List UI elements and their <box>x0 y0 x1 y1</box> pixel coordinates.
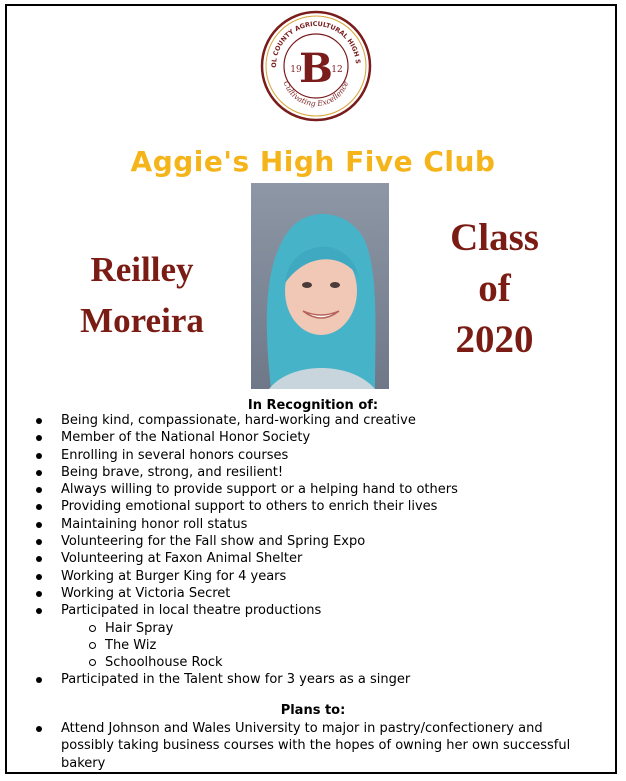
list-item: Volunteering at Faxon Animal Shelter <box>33 550 603 567</box>
list-item-theatre <box>33 602 603 671</box>
list-item: Attend Johnson and Wales University to major in pastry/confectionery and possibly taking business courses with the hopes of owning her own successful bakery <box>33 720 598 772</box>
recognition-heading: In Recognition of: <box>247 398 379 413</box>
plans-heading: Plans to: <box>280 703 346 718</box>
sub-list-item: Schoolhouse Rock <box>61 654 603 671</box>
theatre-sublist <box>61 620 603 672</box>
sub-list-item: The Wiz <box>61 637 603 654</box>
list-item: Enrolling in several honors courses <box>33 447 603 464</box>
list-item: Being kind, compassionate, hard-working and creative <box>33 412 603 429</box>
sub-list-item: Hair Spray <box>61 620 603 637</box>
school-seal <box>260 10 372 122</box>
club-title: Aggie's High Five Club <box>130 145 496 178</box>
recognition-list <box>33 412 603 689</box>
list-item: Maintaining honor roll status <box>33 516 603 533</box>
list-item-text: Participated in local theatre productions <box>61 603 322 619</box>
list-item: Participated in the Talent show for 3 years as a singer <box>33 671 603 688</box>
seal-year-right: 12 <box>331 65 343 75</box>
class-line-1: Class <box>450 216 539 259</box>
list-item: Always willing to provide support or a helping hand to others <box>33 481 603 498</box>
seal-ring-text: OL COUNTY AGRICULTURAL HIGH S <box>269 19 362 68</box>
award-flyer <box>5 4 617 774</box>
student-photo <box>251 183 389 389</box>
list-item: Working at Victoria Secret <box>33 585 603 602</box>
seal-monogram: B <box>299 45 333 92</box>
student-last-name: Moreira <box>80 301 204 340</box>
seal-motto: Cultivating Excellence <box>281 79 351 109</box>
student-name <box>47 244 237 346</box>
seal-year-left: 19 <box>290 65 302 75</box>
class-line-2: of <box>478 267 511 310</box>
list-item: Working at Burger King for 4 years <box>33 568 603 585</box>
list-item: Volunteering for the Fall show and Spring Expo <box>33 533 603 550</box>
plans-list <box>33 720 598 772</box>
class-line-3: 2020 <box>455 318 534 361</box>
list-item: Member of the National Honor Society <box>33 429 603 446</box>
list-item: Being brave, strong, and resilient! <box>33 464 603 481</box>
list-item: Providing emotional support to others to enrich their lives <box>33 498 603 515</box>
student-first-name: Reilley <box>90 250 194 289</box>
class-year <box>417 212 572 365</box>
